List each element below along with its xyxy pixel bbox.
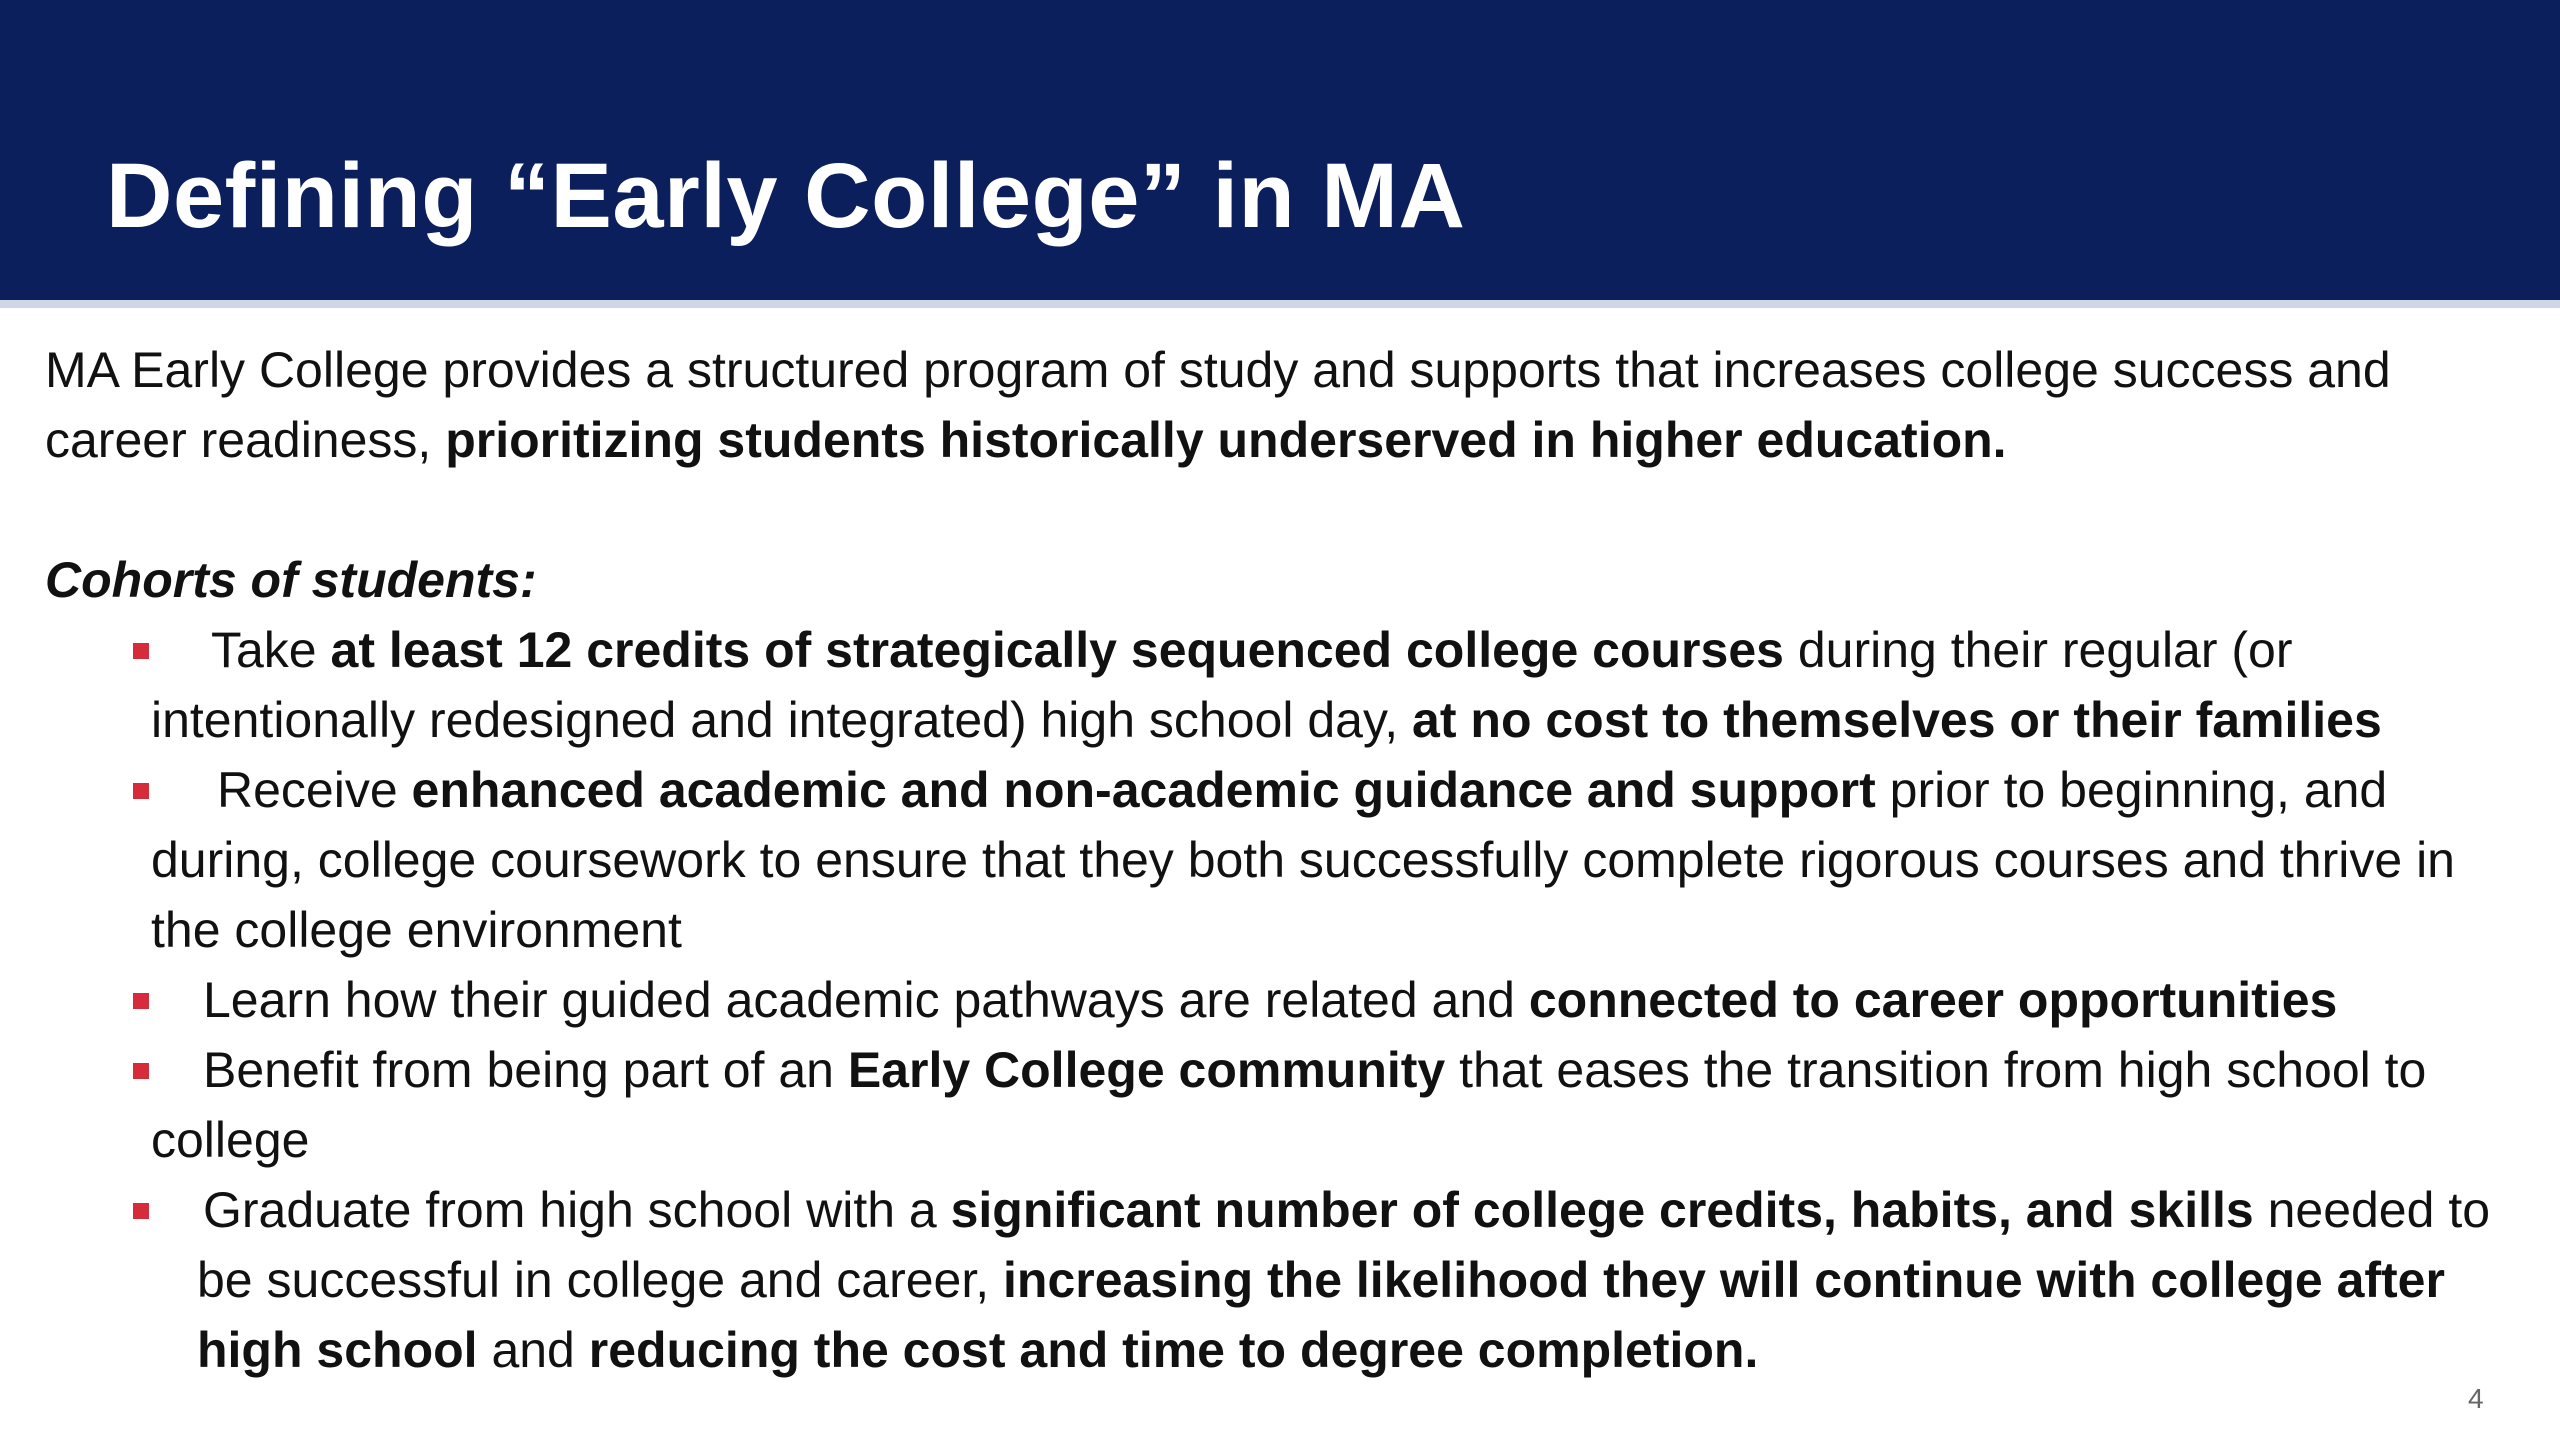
bullet-text-plain: needed to be successful in college and career, (197, 1182, 2491, 1308)
slide-header (0, 0, 2560, 300)
bullet-text-plain: Graduate from high school with a (203, 1182, 951, 1238)
bullet-text-plain: and (477, 1322, 589, 1378)
bullet-text (45, 1035, 2525, 1175)
bullet-text-bold: Early College community (847, 1042, 1446, 1098)
header-divider (0, 300, 2560, 308)
square-bullet-icon (133, 643, 149, 659)
intro-paragraph (45, 335, 2525, 475)
square-bullet-icon (133, 1063, 149, 1079)
bullet-text-bold: reducing the cost and time to degree completion. (588, 1322, 1759, 1378)
bullet-item (45, 965, 2525, 1035)
bullet-text-bold: enhanced academic and non-academic guidance and support (411, 762, 1876, 818)
bullet-item (45, 1035, 2525, 1175)
intro-emphasis: prioritizing students historically underserved in higher education. (445, 412, 2007, 468)
bullet-text-bold: at least 12 credits of strategically sequenced college courses (330, 622, 1784, 678)
bullet-text-plain: during their regular (or intentionally redesigned and integrated) high school day, (151, 622, 2293, 748)
bullet-text-bold: connected to career opportunities (1528, 972, 2338, 1028)
bullet-text-plain: prior to beginning, and during, college coursework to ensure that they both successfully complete rigorous courses and thrive in the college environment (151, 762, 2455, 958)
bullet-item (45, 1175, 2525, 1385)
bullet-text (45, 615, 2525, 755)
page-number: 4 (2468, 1383, 2484, 1414)
cohort-bullet-list (45, 615, 2525, 1385)
slide-title: Defining “Early College” in MA (106, 145, 1466, 247)
square-bullet-icon (133, 1203, 149, 1219)
bullet-text-plain: Benefit from being part of an (203, 1042, 848, 1098)
cohorts-heading: Cohorts of students: (45, 552, 537, 608)
bullet-text-plain: Take (211, 622, 331, 678)
intro-text: MA Early College provides a structured program of study and supports that increases college success and career readiness, (45, 342, 2391, 468)
bullet-text (45, 965, 2525, 1035)
bullet-text-bold: significant number of college credits, habits, and skills (950, 1182, 2254, 1238)
bullet-text (45, 755, 2525, 965)
square-bullet-icon (133, 993, 149, 1009)
bullet-text-plain: Learn how their guided academic pathways are related and (203, 972, 1529, 1028)
square-bullet-icon (133, 783, 149, 799)
slide-body (45, 335, 2525, 1385)
bullet-text-bold: at no cost to themselves or their families (1412, 692, 2382, 748)
bullet-text-plain: Receive (217, 762, 412, 818)
bullet-item (45, 755, 2525, 965)
bullet-text (45, 1175, 2525, 1385)
bullet-text-plain: that eases the transition from high school to college (151, 1042, 2427, 1168)
bullet-item (45, 615, 2525, 755)
bullet-text-bold: increasing the likelihood they will continue with college after high school (197, 1252, 2445, 1378)
